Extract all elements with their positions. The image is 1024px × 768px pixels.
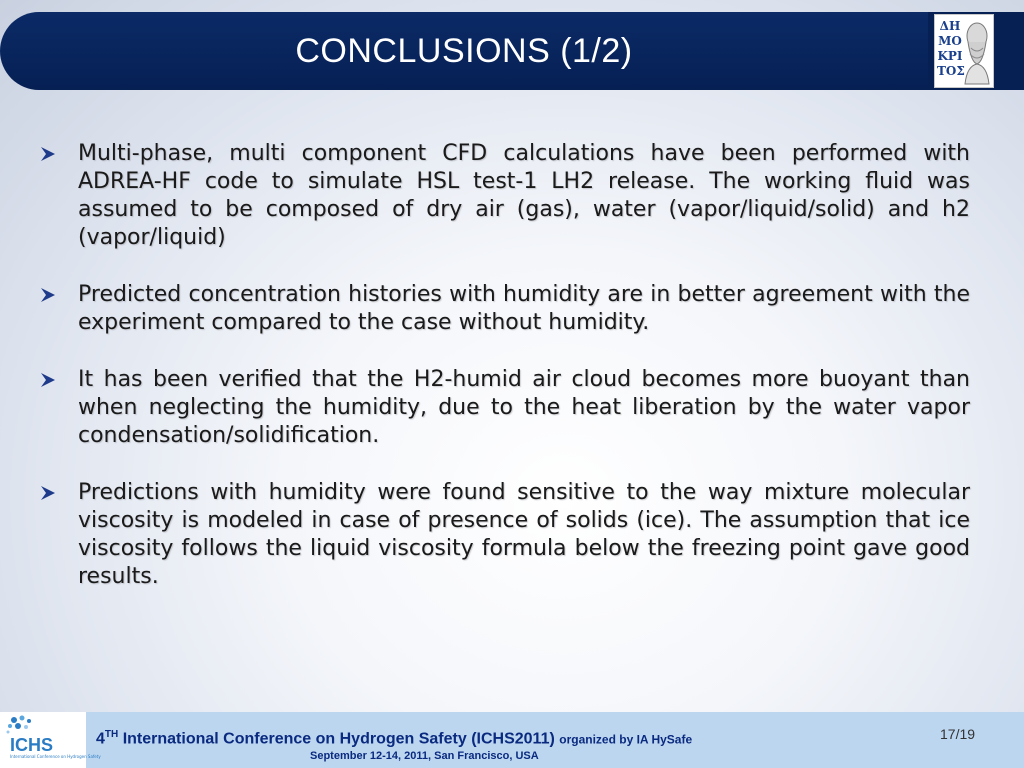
arrow-bullet-icon [40, 146, 56, 162]
logo-letter-line-2: ΜΟ [938, 34, 962, 48]
page-number: 17/19 [940, 726, 976, 742]
bullet-item [40, 479, 970, 591]
conference-organizer: organized by IA HySafe [559, 732, 693, 747]
ichs-logo-subtext: International Conference on Hydrogen Safety [10, 754, 101, 759]
bullet-item [40, 140, 970, 252]
arrow-bullet-icon [40, 485, 56, 501]
bust-icon [961, 18, 991, 86]
logo-letter-line-4: ΤΟΣ [937, 64, 965, 78]
conference-title [96, 729, 692, 748]
bullet-text: Multi-phase, multi component CFD calculations have been performed with ADREA-HF code to simulate HSL test-1 LH2 release. The working fluid was assumed to be composed of dry air (gas), water (vapor/liquid/solid) and h2 (vapor/liquid) [78, 141, 970, 250]
logo-letter-line-1: ΔΗ [939, 19, 961, 33]
bullet-item [40, 281, 970, 337]
ichs-logo-text: ICHS [10, 735, 54, 755]
logo-lettering [937, 19, 963, 79]
bullet-text: It has been verified that the H2-humid air cloud becomes more buoyant than when neglecting the humidity, due to the heat liberation by the water vapor condensation/solidification. [78, 367, 970, 448]
slide-title: CONCLUSIONS (1/2) [295, 32, 633, 70]
bullet-text: Predicted concentration histories with humidity are in better agreement with the experiment compared to the case without humidity. [78, 282, 970, 335]
conference-name: International Conference on Hydrogen Safety (ICHS2011) [118, 730, 560, 748]
conference-dates: September 12-14, 2011, San Francisco, USA [310, 750, 539, 762]
logo-letter-line-3: ΚΡΙ [937, 49, 963, 63]
conference-number: 4 [96, 730, 105, 748]
bullet-text: Predictions with humidity were found sensitive to the way mixture molecular viscosity is modeled in case of presence of solids (ice). The assumption that ice viscosity follows the liquid viscosity formula below the freezing point gave good results. [78, 480, 970, 589]
arrow-bullet-icon [40, 287, 56, 303]
arrow-bullet-icon [40, 372, 56, 388]
conference-superscript: TH [104, 729, 119, 740]
bullet-item [40, 366, 970, 450]
democritus-logo [934, 14, 994, 88]
bullet-list [40, 140, 970, 620]
